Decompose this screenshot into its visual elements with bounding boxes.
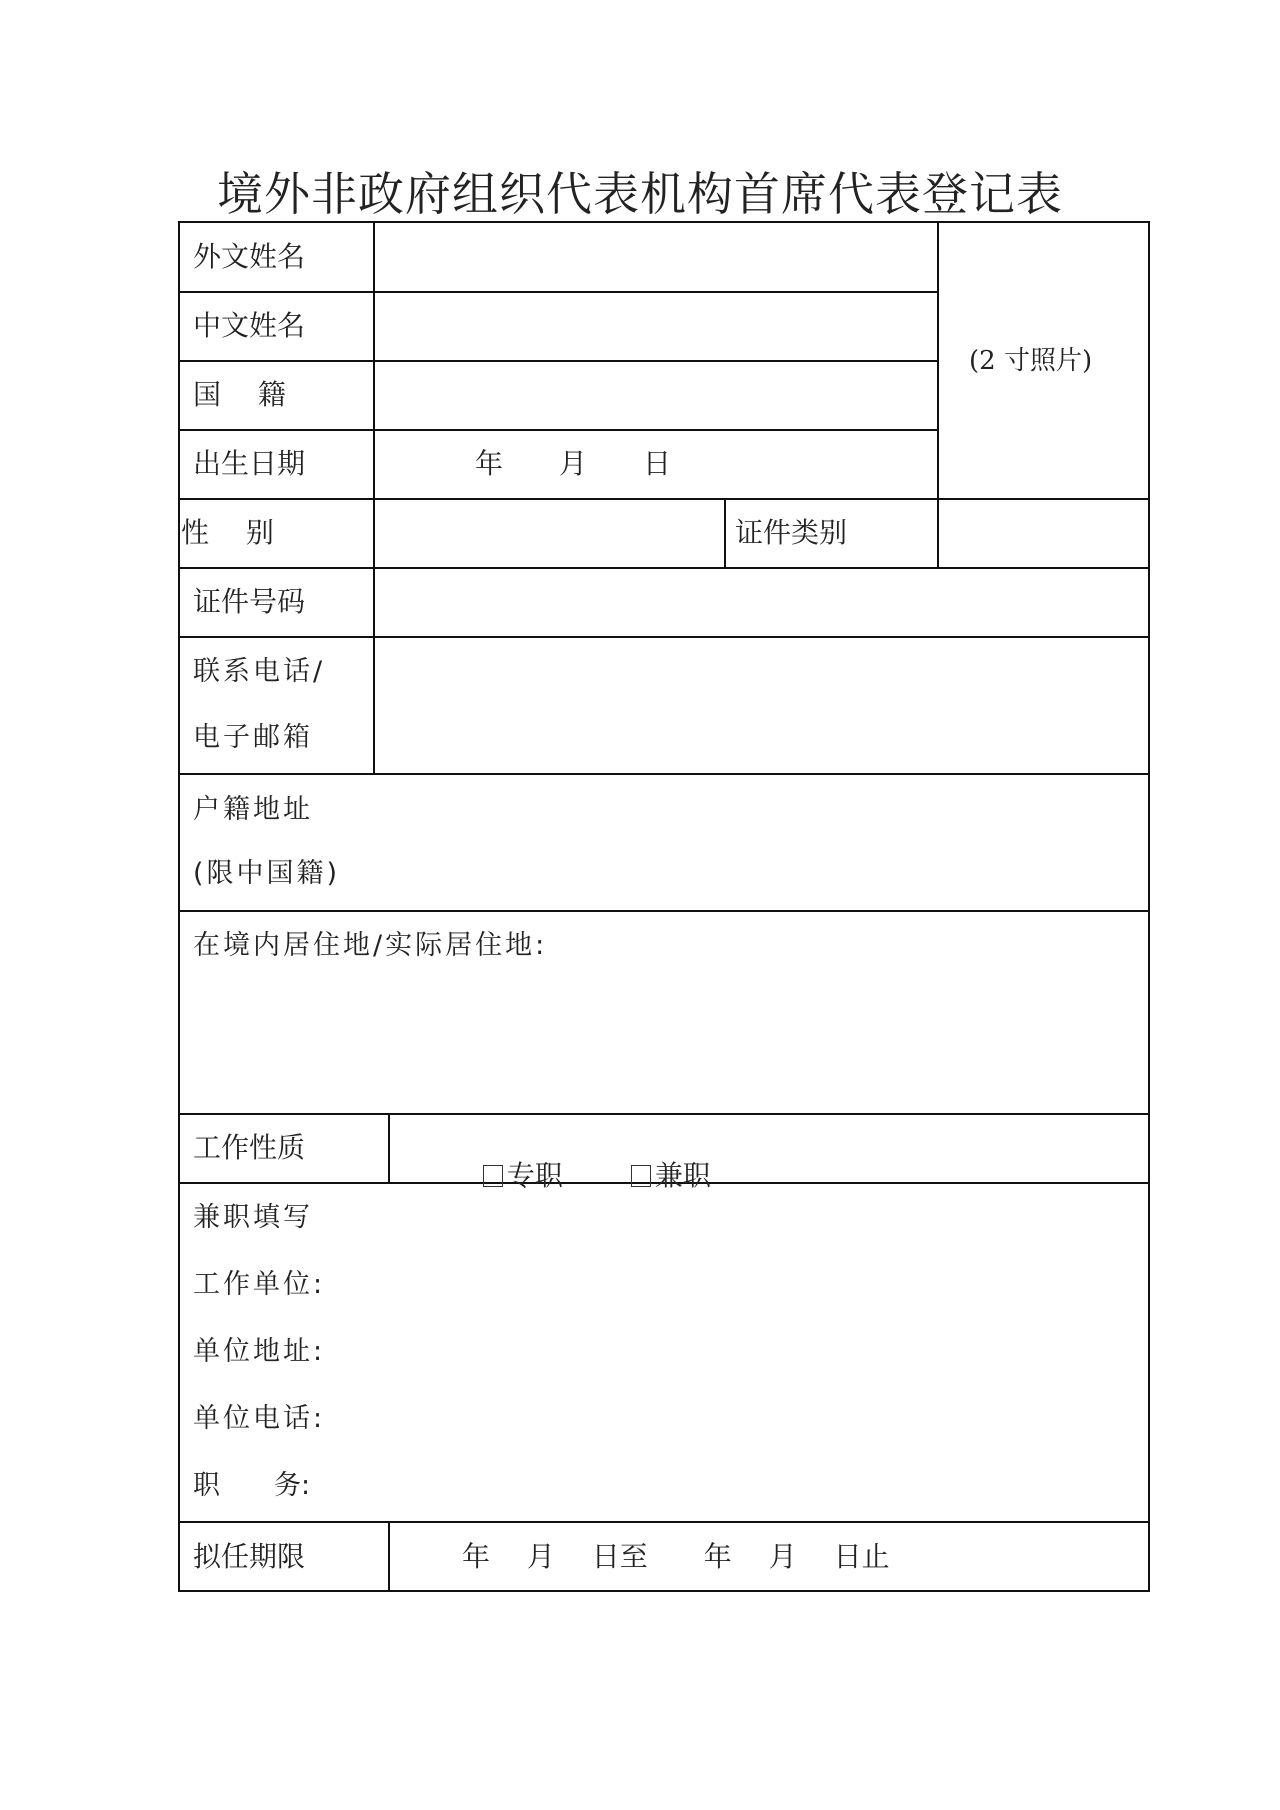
full-time-label: 专职 [506, 1159, 563, 1192]
row-divider [178, 1113, 1150, 1115]
chinese-name-label: 中文姓名 [193, 309, 306, 342]
nationality-label: 国 籍 [193, 378, 286, 411]
document-title: 境外非政府组织代表机构首席代表登记表 [217, 167, 1063, 221]
gender-field[interactable] [376, 501, 722, 566]
column-divider [724, 498, 726, 567]
row-divider [178, 773, 1150, 775]
row-divider [178, 636, 1150, 638]
row-divider [178, 498, 1150, 500]
id-number-label: 证件号码 [193, 585, 306, 618]
column-divider [373, 221, 375, 773]
employer-field[interactable] [335, 1262, 1135, 1306]
birth-date-label: 出生日期 [193, 447, 306, 480]
contact-field[interactable] [376, 639, 1147, 772]
photo-label: (2 寸照片) [969, 346, 1093, 376]
household-address-label-line2: (限中国籍) [193, 858, 341, 889]
column-divider [388, 1113, 390, 1182]
row-divider [178, 360, 938, 362]
employer-address-field[interactable] [335, 1329, 1135, 1373]
row-divider [178, 291, 938, 293]
household-address-label-line1: 户籍地址 [193, 794, 313, 825]
contact-label-line2: 电子邮箱 [193, 722, 313, 753]
residence-field[interactable] [181, 970, 1147, 1110]
table-border-top [178, 221, 1150, 223]
table-border-right [1148, 221, 1150, 1592]
term-label: 拟任期限 [193, 1540, 306, 1573]
employer-phone-label: 单位电话: [193, 1403, 326, 1434]
id-type-field[interactable] [940, 501, 1147, 566]
column-divider [388, 1521, 390, 1591]
full-time-checkbox[interactable] [483, 1165, 503, 1187]
chinese-name-field[interactable] [376, 294, 936, 359]
row-divider [178, 1521, 1150, 1523]
nationality-field[interactable] [376, 363, 936, 428]
contact-label-line1: 联系电话/ [193, 656, 326, 687]
row-divider [178, 567, 1150, 569]
employer-label: 工作单位: [193, 1269, 326, 1300]
part-time-label: 兼职 [654, 1159, 711, 1192]
row-divider [178, 910, 1150, 912]
position-label: 职 务: [193, 1470, 311, 1501]
id-number-field[interactable] [376, 570, 1147, 635]
employer-address-label: 单位地址: [193, 1336, 326, 1367]
row-divider [178, 429, 938, 431]
term-field[interactable]: 年 月 日至 年 月 日止 [462, 1540, 890, 1573]
table-border-bottom [178, 1590, 1150, 1592]
full-time-option[interactable] [465, 1134, 563, 1190]
employer-phone-field[interactable] [335, 1396, 1135, 1440]
part-time-checkbox[interactable] [631, 1165, 651, 1187]
birth-date-field[interactable]: 年 月 日 [475, 447, 672, 480]
foreign-name-label: 外文姓名 [193, 240, 306, 273]
table-border-left [178, 221, 180, 1592]
position-field[interactable] [335, 1463, 1135, 1507]
part-time-option[interactable] [613, 1134, 711, 1190]
residence-label: 在境内居住地/实际居住地: [193, 930, 548, 961]
id-type-label: 证件类别 [735, 516, 848, 549]
work-nature-label: 工作性质 [193, 1131, 306, 1164]
column-divider [937, 221, 939, 567]
foreign-name-field[interactable] [376, 224, 936, 290]
part-time-heading: 兼职填写 [193, 1202, 313, 1233]
gender-label: 性 别 [181, 516, 274, 549]
household-address-field[interactable] [376, 776, 1147, 909]
